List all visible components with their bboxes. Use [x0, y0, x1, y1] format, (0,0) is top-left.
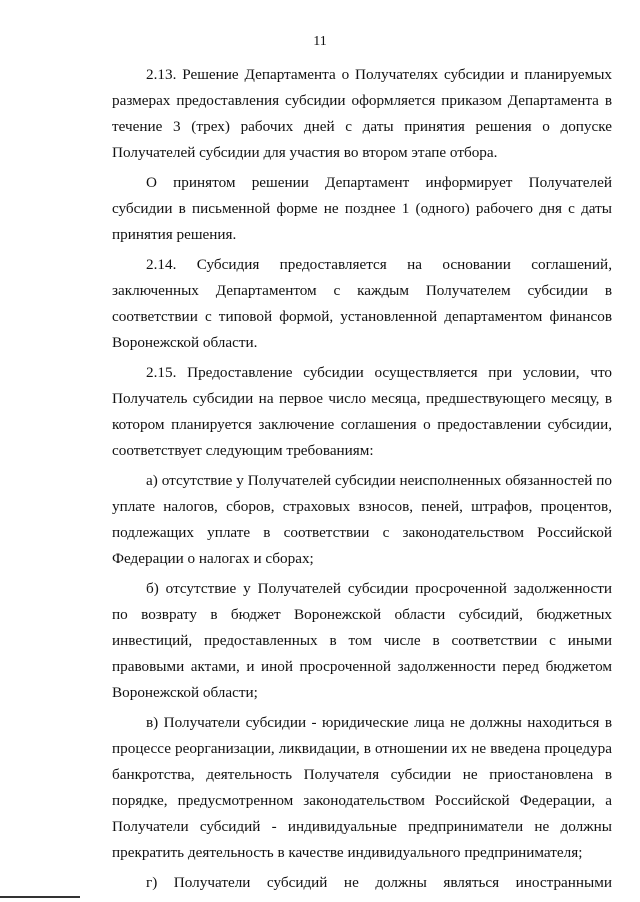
- paragraph-2-13: 2.13. Решение Департамента о Получателях субсидии и планируемых размерах предоставления субсидии оформляется приказом Департамента в течение 3 (трех) рабочих дней с даты принятия решения о допуске Получателей субсидии для участия во втором этапе отбора.: [112, 66, 612, 161]
- document-body: [112, 62, 612, 900]
- page-number: 11: [313, 34, 327, 49]
- paragraph-2-15: 2.15. Предоставление субсидии осуществляется при условии, что Получатель субсидии на первое число месяца, предшествующего месяцу, в котором планируется заключение соглашения о предоставлении субсидии, соответствует следующим требованиям:: [112, 364, 612, 459]
- paragraph-2-15-v: в) Получатели субсидии - юридические лица не должны находиться в процессе реорганизации, ликвидации, в отношении их не введена процедура банкротства, деятельность Получателя субсидии не приостановлена в порядке, предусмотренном законодательством Российской Федерации, а Получатели субсидий - индивидуальные предприниматели не должны прекратить деятельность в качестве индивидуального предпринимателя;: [112, 714, 612, 861]
- paragraph-2-15-a: а) отсутствие у Получателей субсидии неисполненных обязанностей по уплате налогов, сборов, страховых взносов, пеней, штрафов, процентов, подлежащих уплате в соответствии с законодательством Российской Федерации о налогах и сборах;: [112, 472, 612, 567]
- paragraph-2-14: 2.14. Субсидия предоставляется на основании соглашений, заключенных Департаментом с каждым Получателем субсидии в соответствии с типовой формой, установленной департаментом финансов Воронежской области.: [112, 256, 612, 351]
- paragraph-2-13-notice: О принятом решении Департамент информирует Получателей субсидии в письменной форме не позднее 1 (одного) рабочего дня с даты принятия решения.: [112, 174, 612, 243]
- footer-rule: [0, 896, 80, 898]
- paragraph-2-15-b: б) отсутствие у Получателей субсидии просроченной задолженности по возврату в бюджет Воронежской области субсидий, бюджетных инвестиций, предоставленных в том числе в соответствии с иными правовыми актами, и иной просроченной задолженности перед бюджетом Воронежской области;: [112, 580, 612, 701]
- paragraph-2-15-g: г) Получатели субсидий не должны являться иностранными: [146, 874, 612, 891]
